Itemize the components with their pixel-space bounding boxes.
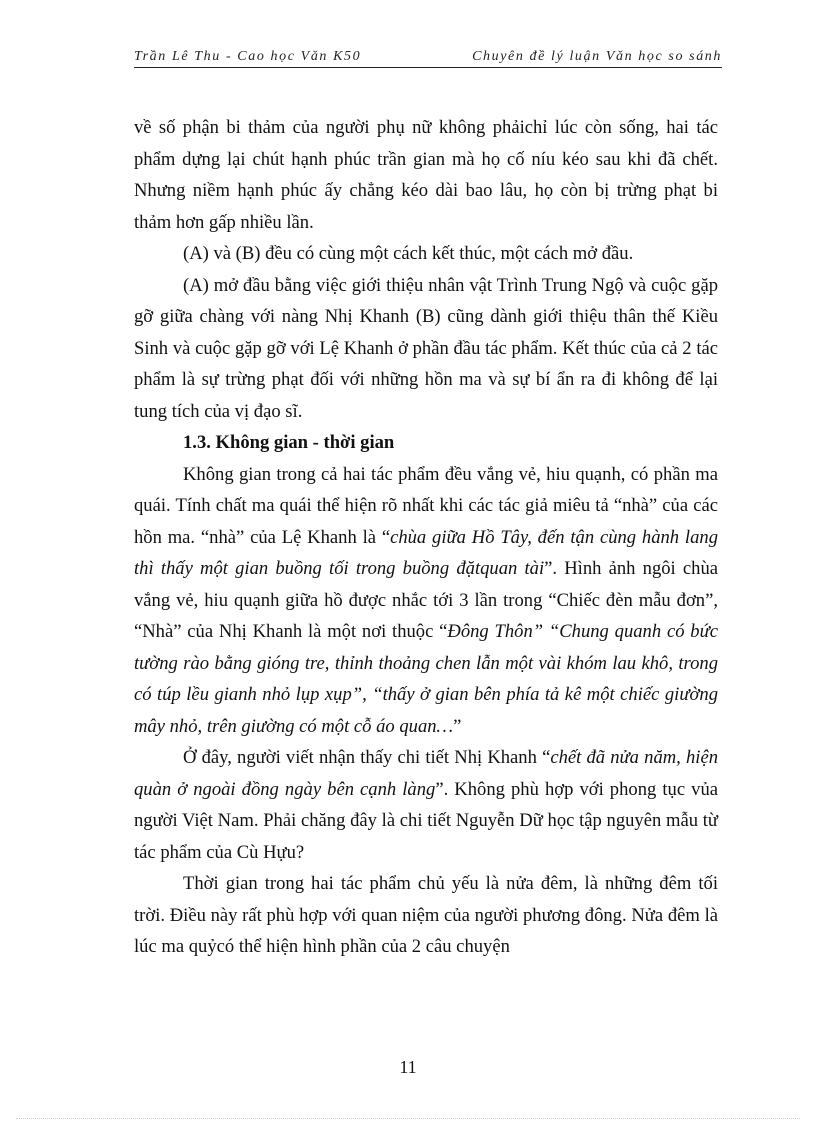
paragraph-ab-structure: (A) và (B) đều có cùng một cách kết thúc, một cách mở đầu. [183, 243, 634, 264]
paragraph-opening-ending: (A) mở đầu bằng việc giới thiệu nhân vật Trình Trung Ngộ và cuộc gặp gỡ giữa chàng với nàng Nhị Khanh (B) cũng dành giới thiệu thân thế Kiều Sinh và cuộc gặp gỡ với Lệ Khanh ở phần đầu tác phẩm. Kết thúc của cả 2 tác phẩm là sự trừng phạt đối với những hồn ma và sự bí ẩn ra đi không để lại tung tích của vị đạo sĩ. [134, 274, 718, 422]
text-segment: Ở đây, người viết nhận thấy chi tiết Nhị Khanh “ [183, 747, 551, 768]
paragraph-space [134, 459, 718, 743]
paragraph-time: Thời gian trong hai tác phẩm chủ yếu là nửa đêm, là những đêm tối trời. Điều này rất phù hợp với quan niệm của người phương đông. Nửa đêm là lúc ma quỷcó thể hiện hình phần của 2 câu chuyện [134, 873, 718, 957]
page-edge-divider [16, 1118, 800, 1119]
text-segment: ”. Không phù hợp với phong tục vủa người Việt Nam. Phải chăng đây là chi tiết Nguyễn Dữ học tập nguyên mẫu từ tác phẩm của Cù Hựu? [134, 778, 718, 863]
section-heading: 1.3. Không gian - thời gian [183, 432, 395, 453]
page-number: 11 [399, 1057, 417, 1077]
document-body [134, 112, 718, 963]
text-segment: Không gian trong cả hai tác phẩm đều vắng vẻ, hiu quạnh, có phần ma quái. Tính chất ma quái thể hiện rõ nhất khi các tác giả miêu tả “nhà” của các hồn ma. “nhà” của Lệ Khanh là “ [134, 463, 718, 548]
text-segment: ”. Hình ảnh ngôi chùa vắng vẻ, hiu quạnh giữa hồ được nhắc tới 3 lần trong “Chiếc đèn mẫu đơn”, “Nhà” của Nhị Khanh là một nơi thuộc “ [134, 558, 718, 642]
header-author: Trần Lê Thu - Cao học Văn K50 [134, 49, 362, 64]
text-segment: ” [453, 715, 462, 737]
paragraph-continuation: về số phận bi thảm của người phụ nữ không phảichỉ lúc còn sống, hai tác phẩm dựng lại chút hạnh phúc trần gian mà họ cố níu kéo sau khi đã chết. Nhưng niềm hạnh phúc ấy chẳng kéo dài bao lâu, họ còn bị trừng phạt bi thảm hơn gấp nhiều lần. [134, 117, 718, 233]
quote-nhi-khanh-death: chết đã nửa năm, hiện quàn ở ngoài đồng ngày bên cạnh làng [134, 747, 718, 800]
header-course-title: Chuyên đề lý luận Văn học so sánh [472, 49, 722, 64]
page-header [134, 47, 722, 68]
quote-nhi-khanh-home: Đông Thôn” “Chung quanh có bức tường rào bằng gióng tre, thỉnh thoảng chen lẫn một vài khóm lau khô, trong có túp lều gianh nhỏ lụp xụp”, “thấy ở gian bên phía tả kê một chiếc giường mây nhỏ, trên giường có một cỗ áo quan… [134, 621, 718, 737]
paragraph-detail [134, 742, 718, 868]
quote-le-khanh-home: chùa giữa Hồ Tây, đến tận cùng hành lang thì thấy một gian buồng tối trong buồng đặtquan tài [134, 526, 718, 579]
